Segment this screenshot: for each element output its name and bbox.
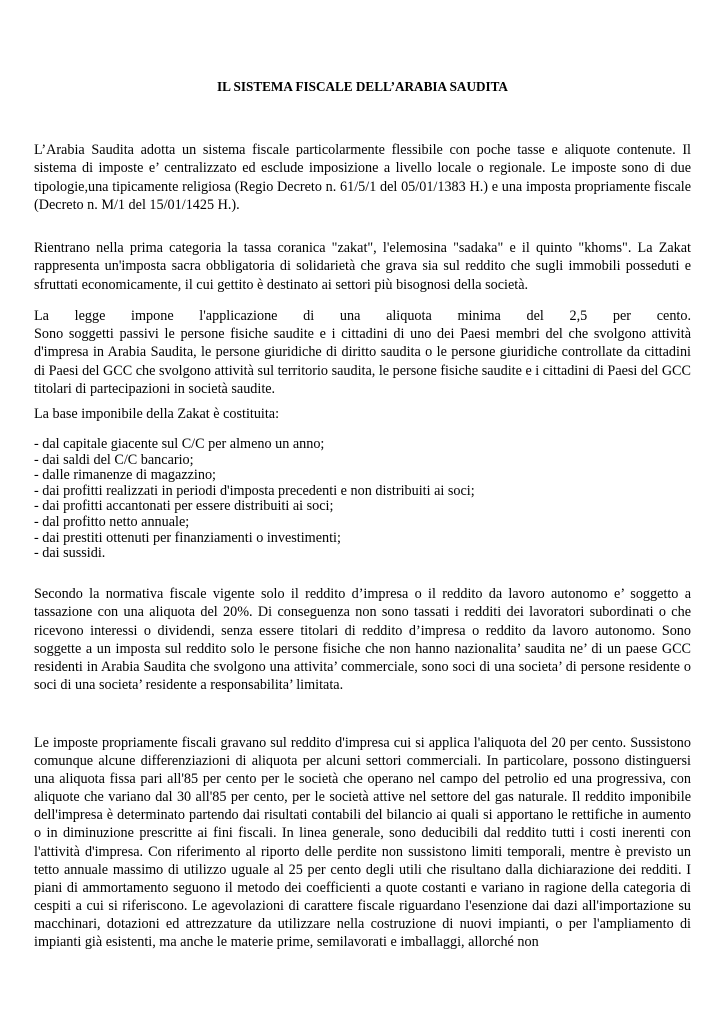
list-item: - dal capitale giacente sul C/C per almeno un anno; [34, 436, 325, 452]
base-heading: La base imponibile della Zakat è costituita: [34, 406, 280, 422]
income-tax-paragraph: Secondo la normativa fiscale vigente solo il reddito d’impresa o il reddito da lavoro autonomo e’ soggetto a tassazione con una aliquota del 20%. Di conseguenza non sono tassati i redditi dei lavoratori subordinati o che ricevono interessi o dividendi, senza essere titolari di reddito d’impresa o reddito da lavoro autonomo. Sono soggette a un imposta sul reddito solo le persone fisiche che non hanno nazionalita’ saudita ne’ di un paese GCC residenti in Arabia Saudita che svolgono una attivita’ commerciale, sono soci di una societa’ di persone residente o soci di una societa’ residente a responsabilita’ limitata. [34, 586, 691, 694]
document-title: IL SISTEMA FISCALE DELL’ARABIA SAUDITA [217, 79, 508, 94]
list-item: - dai profitti accantonati per essere distribuiti ai soci; [34, 498, 334, 515]
list-item: - dal profitto netto annuale; [34, 513, 190, 530]
base-items-list [34, 437, 691, 562]
list-item: - dai prestiti ottenuti per finanziamenti o investimenti; [34, 529, 341, 546]
corporate-tax-paragraph: Le imposte propriamente fiscali gravano sul reddito d'impresa cui si applica l'aliquota del 20 per cento. Sussistono comunque alcune differenziazioni di aliquota per alcuni settori commerciali. In particolare, possono distinguersi una aliquota fissa pari all'85 per cento per le società che operano nel campo del petrolio ed una progressiva, con aliquote che variano dal 30 all'85 per cento, per le società attive nel settore del gas naturale. Il reddito imponibile dell'impresa è determinato partendo dai risultati contabili del bilancio ai quali si apportano le rettifiche in aumento o in diminuzione prescritte ai fini fiscali. In linea generale, sono deducibili dal reddito tutti i costi inerenti con l'attività d'impresa. Con riferimento al riporto delle perdite non sussistono limiti temporali, mentre è previsto un tetto annuale massimo di utilizzo uguale al 25 per cento degli utili che risultano dalla dichiarazione dei redditi. I piani di ammortamento seguono il metodo dei coefficienti a quote costanti e variano in ragione della categoria di cespiti a cui si riferiscono. Le agevolazioni di carattere fiscale riguardano l'esenzione dai dazi all'importazione su macchinari, dotazioni ed attrezzature da utilizzare nella costruzione di nuovi impianti, o per l'ampliamento di impianti già esistenti, ma anche le materie prime, semilavorati e imballaggi, allorché non [34, 735, 691, 951]
zakat-intro-paragraph: Rientrano nella prima categoria la tassa coranica "zakat", l'elemosina "sadaka" e il quinto "khoms". La Zakat rappresenta un'imposta sacra obbligatoria di solidarietà che grava sia sul reddito che sugli immobili posseduti e sfruttati economicamente, il cui gettito è destinato ai settori più bisognosi della società. [34, 240, 691, 293]
list-item: - dalle rimanenze di magazzino; [34, 467, 216, 484]
intro-paragraph: L’Arabia Saudita adotta un sistema fiscale particolarmente flessibile con poche tasse e aliquote contenute. Il sistema di imposte e’ centralizzato ed esclude imposizione a livello locale o regionale. Le imposte sono di due tipologie,una tipicamente religiosa (Regio Decreto n. 61/5/1 del 05/01/1383 H.) e una imposta propriamente fiscale (Decreto n. M/1 del 15/01/1425 H.). [34, 142, 691, 213]
list-item: - dai saldi del C/C bancario; [34, 451, 194, 468]
list-item: - dai profitti realizzati in periodi d'imposta precedenti e non distribuiti ai soci; [34, 482, 475, 499]
zakat-rate-line: La legge impone l'applicazione di una aliquota minima del 2,5 per cento. [34, 308, 691, 324]
list-item: - dai sussidi. [34, 545, 106, 562]
zakat-subjects-paragraph: Sono soggetti passivi le persone fisiche saudite e i cittadini di uno dei Paesi membri del che svolgono attività d'impresa in Arabia Saudita, le persone giuridiche di diritto saudita o le persone giuridiche controllate da cittadini di Paesi del GCC che svolgono attività sul territorio saudita, le persone fisiche saudite e i cittadini di Paesi del GCC titolari di partecipazioni in società saudite. [34, 326, 691, 397]
